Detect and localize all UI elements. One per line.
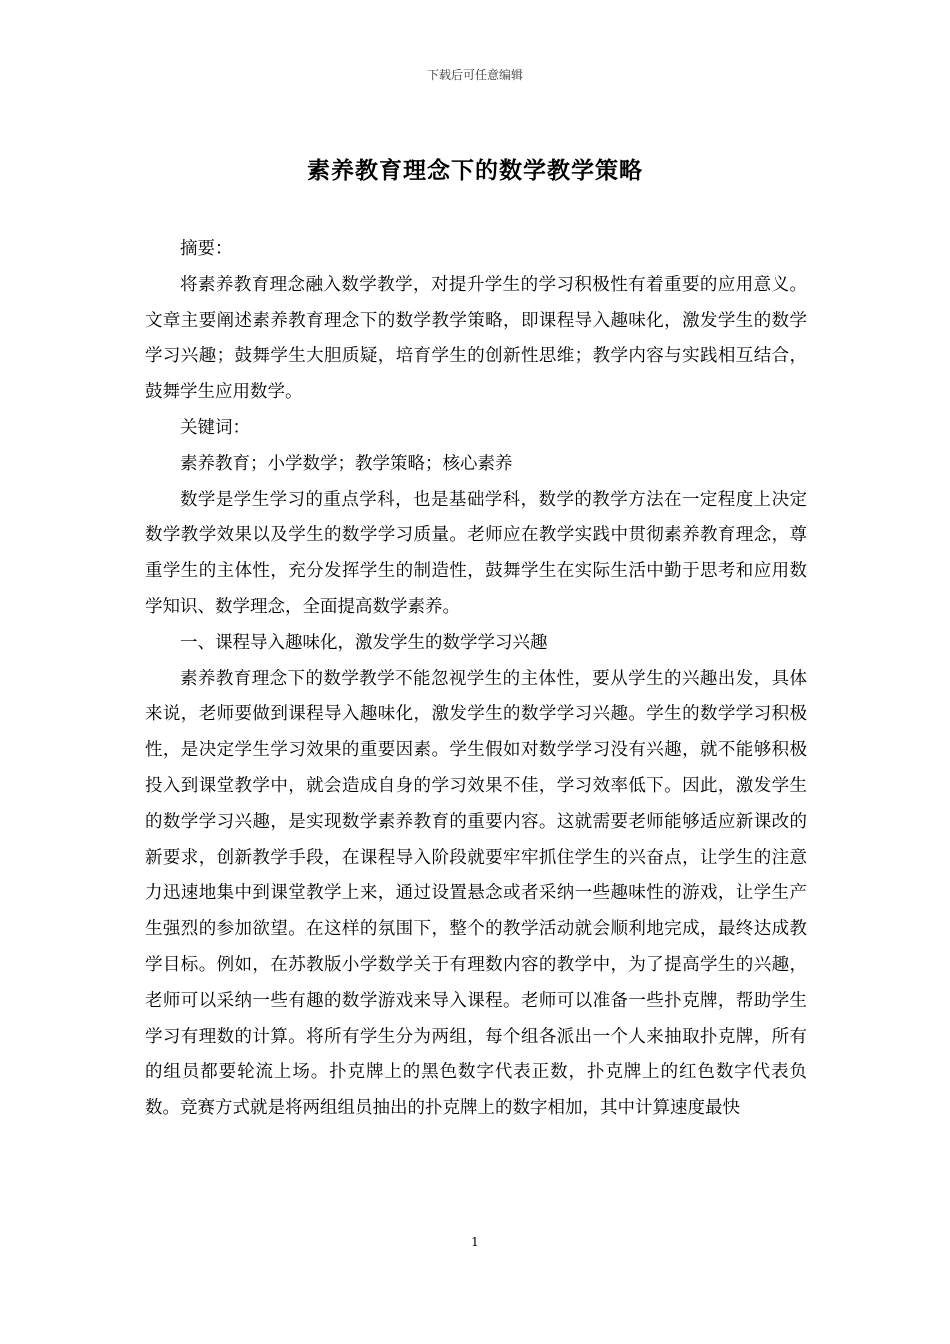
abstract-paragraph: 将素养教育理念融入数学教学，对提升学生的学习积极性有着重要的应用意义。文章主要阐述素养教育理念下的数学教学策略，即课程导入趣味化，激发学生的数学学习兴趣；鼓舞学生大胆质疑，培育学生的创新性思维；教学内容与实践相互结合，鼓舞学生应用数学。 bbox=[145, 274, 807, 403]
intro-paragraph: 数学是学生学习的重点学科，也是基础学科，数学的教学方法在一定程度上决定数学教学效果以及学生的数学学习质量。老师应在教学实践中贯彻素养教育理念，尊重学生的主体性，充分发挥学生的制造性，鼓舞学生在实际生活中勤于思考和应用数学知识、数学理念，全面提高数学素养。 bbox=[145, 489, 807, 617]
page-number: 1 bbox=[471, 1235, 479, 1249]
header-note: 下载后可任意编辑 bbox=[426, 68, 523, 82]
section-heading: 一、课程导入趣味化，激发学生的数学学习兴趣 bbox=[180, 632, 548, 653]
abstract-heading: 摘要： bbox=[180, 239, 233, 259]
document-body bbox=[145, 232, 807, 1127]
section-paragraph: 素养教育理念下的数学教学不能忽视学生的主体性，要从学生的兴趣出发，具体来说，老师要做到课程导入趣味化，激发学生的数学学习兴趣。学生的数学学习积极性，是决定学生学习效果的重要因素。学生假如对数学学习没有兴趣，就不能够积极投入到课堂教学中，就会造成自身的学习效果不佳，学习效率低下。因此，激发学生的数学学习兴趣，是实现数学素养教育的重要内容。这就需要老师能够适应新课改的新要求，创新教学手段，在课程导入阶段就要牢牢抓住学生的兴奋点，让学生的注意力迅速地集中到课堂教学上来，通过设置悬念或者采纳一些趣味性的游戏，让学生产生强烈的参加欲望。在这样的氛围下，整个的教学活动就会顺利地完成，最终达成教学目标。例如，在苏教版小学数学关于有理数内容的教学中，为了提高学生的兴趣，老师可以采纳一些有趣的数学游戏来导入课程。老师可以准备一些扑克牌，帮助学生学习有理数的计算。将所有学生分为两组，每个组各派出一个人来抽取扑克牌，所有的组员都要轮流上场。扑克牌上的黑色数字代表正数，扑克牌上的红色数字代表负数。竞赛方式就是将两组组员抽出的扑克牌上的数字相加，其中计算速度最快 bbox=[145, 668, 807, 1119]
document-title: 素养教育理念下的数学教学策略 bbox=[307, 157, 643, 184]
keywords-heading: 关键词： bbox=[180, 417, 250, 438]
keywords-list: 素养教育；小学数学；教学策略；核心素养 bbox=[180, 453, 513, 474]
